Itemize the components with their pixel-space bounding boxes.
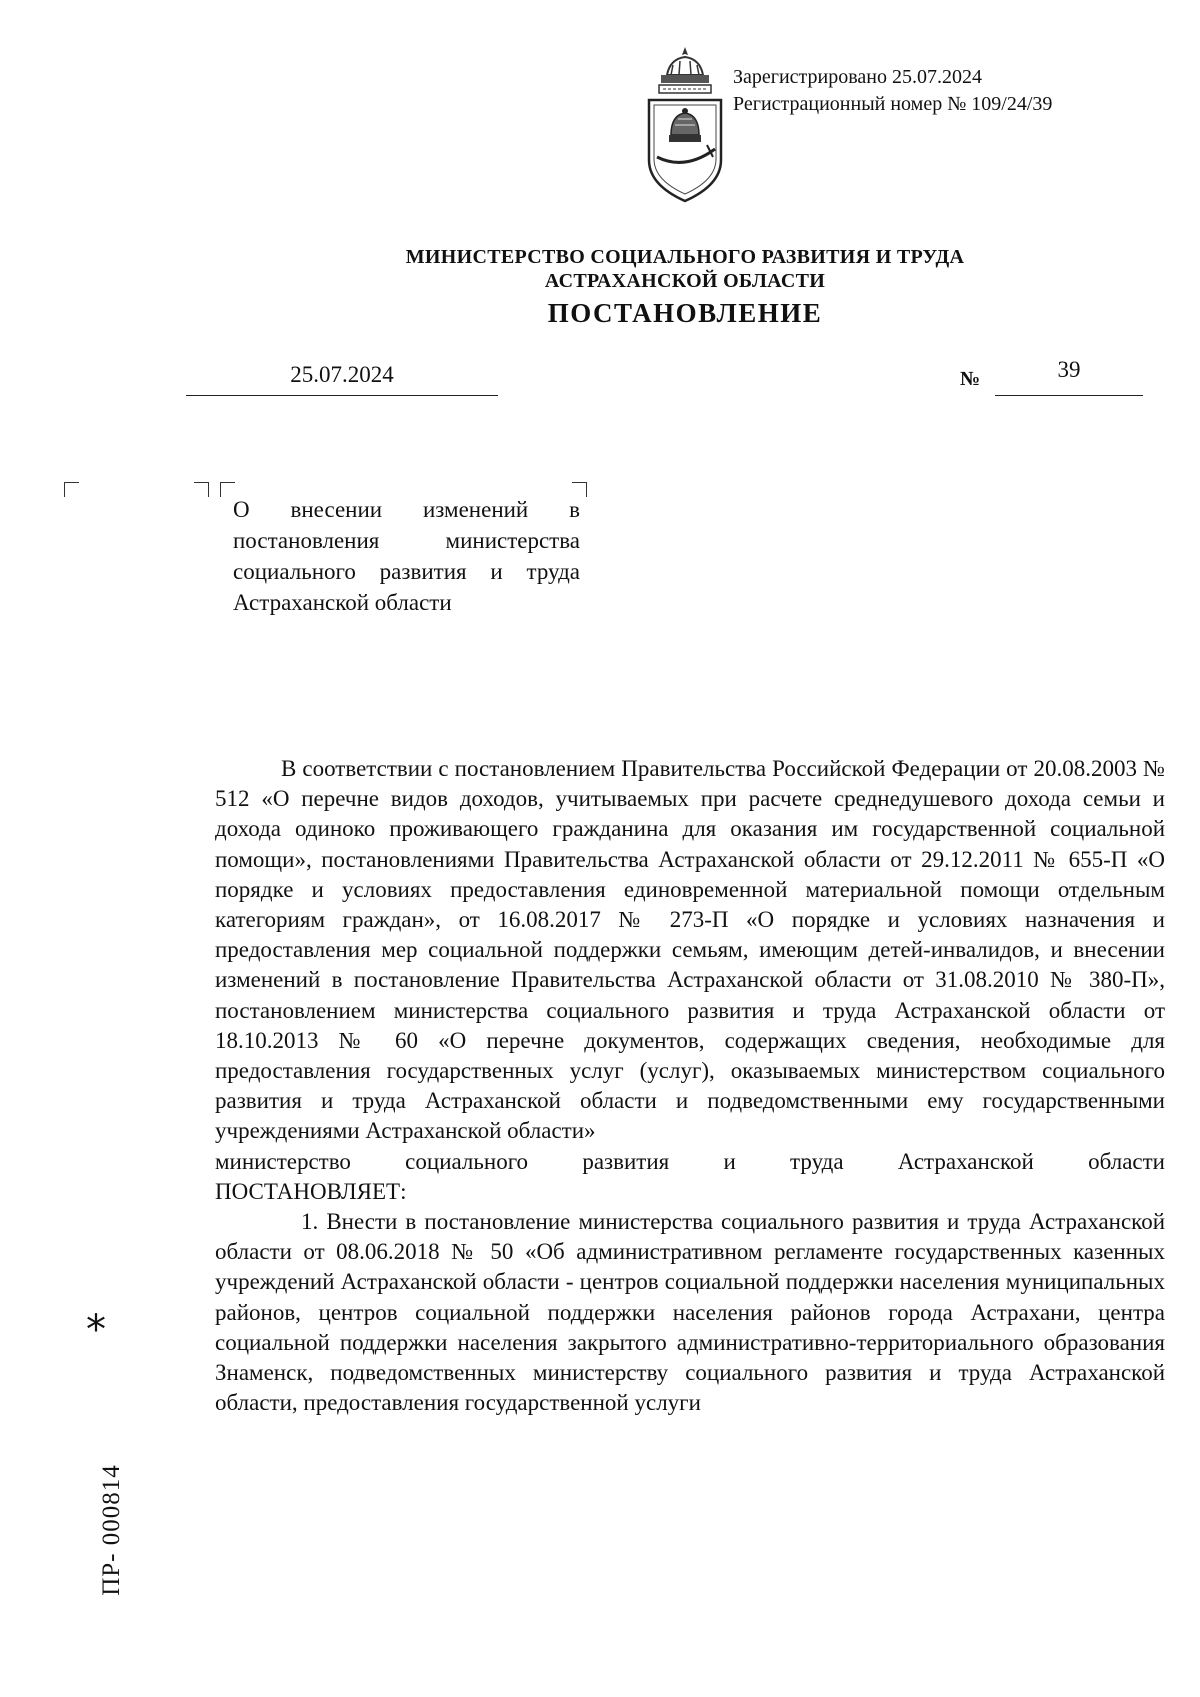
- ministry-name-line2: АСТРАХАНСКОЙ ОБЛАСТИ: [544, 270, 826, 292]
- body-paragraph-1: В соответствии с постановлением Правительства Российской Федерации от 20.08.2003 № 512 «О перечне видов доходов, учитываемых при расчете среднедушевого дохода семьи и дохода одиноко проживающего гражданина для оказания им государственной социальной помощи», постановлениями Правительства Астраханской области от 29.12.2011 № 655-П «О порядке и условиях предоставления единовременной материальной помощи отдельным категориям граждан», от 16.08.2017 № 273-П «О порядке и условиях назначения и предоставления мер социальной поддержки семьям, имеющим детей-инвалидов, и внесении изменений в постановление Правительства Астраханской области от 31.08.2010 № 380-П», постановлением министерства социального развития и труда Астраханской области от 18.10.2013 № 60 «О перечне документов, содержащих сведения, необходимые для предоставления государственных услуг (услуг), оказываемых министерством социального развития и труда Астраханской области и подведомственными ему государственными учреждениями Астраханской области»: [215, 756, 1165, 1144]
- registration-date: Зарегистрировано 25.07.2024: [733, 66, 983, 88]
- date-underline: [186, 395, 498, 396]
- document-subject: О внесении изменений в постановления министерства социального развития и труда Астраханской области: [233, 497, 580, 615]
- document-type-title: ПОСТАНОВЛЕНИЕ: [547, 298, 823, 328]
- document-number: 39: [1057, 357, 1081, 382]
- number-label: №: [960, 368, 981, 390]
- corner-mark-left: [64, 482, 79, 497]
- coat-of-arms-emblem: [645, 45, 725, 205]
- margin-document-code: ПР- 000814: [98, 1464, 125, 1596]
- margin-star-mark: *: [86, 1307, 106, 1353]
- registration-info: [733, 64, 1052, 118]
- document-body: [215, 754, 1165, 1418]
- body-ministry-line: министерство социального развития и труда Астраханской области: [215, 1148, 1165, 1174]
- body-paragraph-2: 1. Внести в постановление министерства социального развития и труда Астраханской области от 08.06.2018 № 50 «Об административном регламенте государственных казенных учреждений Астраханской области - центров социальной поддержки населения муниципальных районов, центров социальной поддержки населения районов города Астрахани, центра социальной поддержки населения закрытого административно-территориального образования Знаменск, подведомственных министерству социального развития и труда Астраханской области, предоставления государственной услуги: [215, 1209, 1165, 1416]
- corner-mark-subject-left-outer: [194, 482, 209, 497]
- body-resolves: ПОСТАНОВЛЯЕТ:: [215, 1178, 407, 1204]
- document-date: 25.07.2024: [290, 362, 394, 387]
- ministry-name-line1: МИНИСТЕРСТВО СОЦИАЛЬНОГО РАЗВИТИЯ И ТРУДА: [405, 246, 965, 268]
- number-underline: [995, 395, 1143, 396]
- registration-number: Регистрационный номер № 109/24/39: [733, 93, 1053, 115]
